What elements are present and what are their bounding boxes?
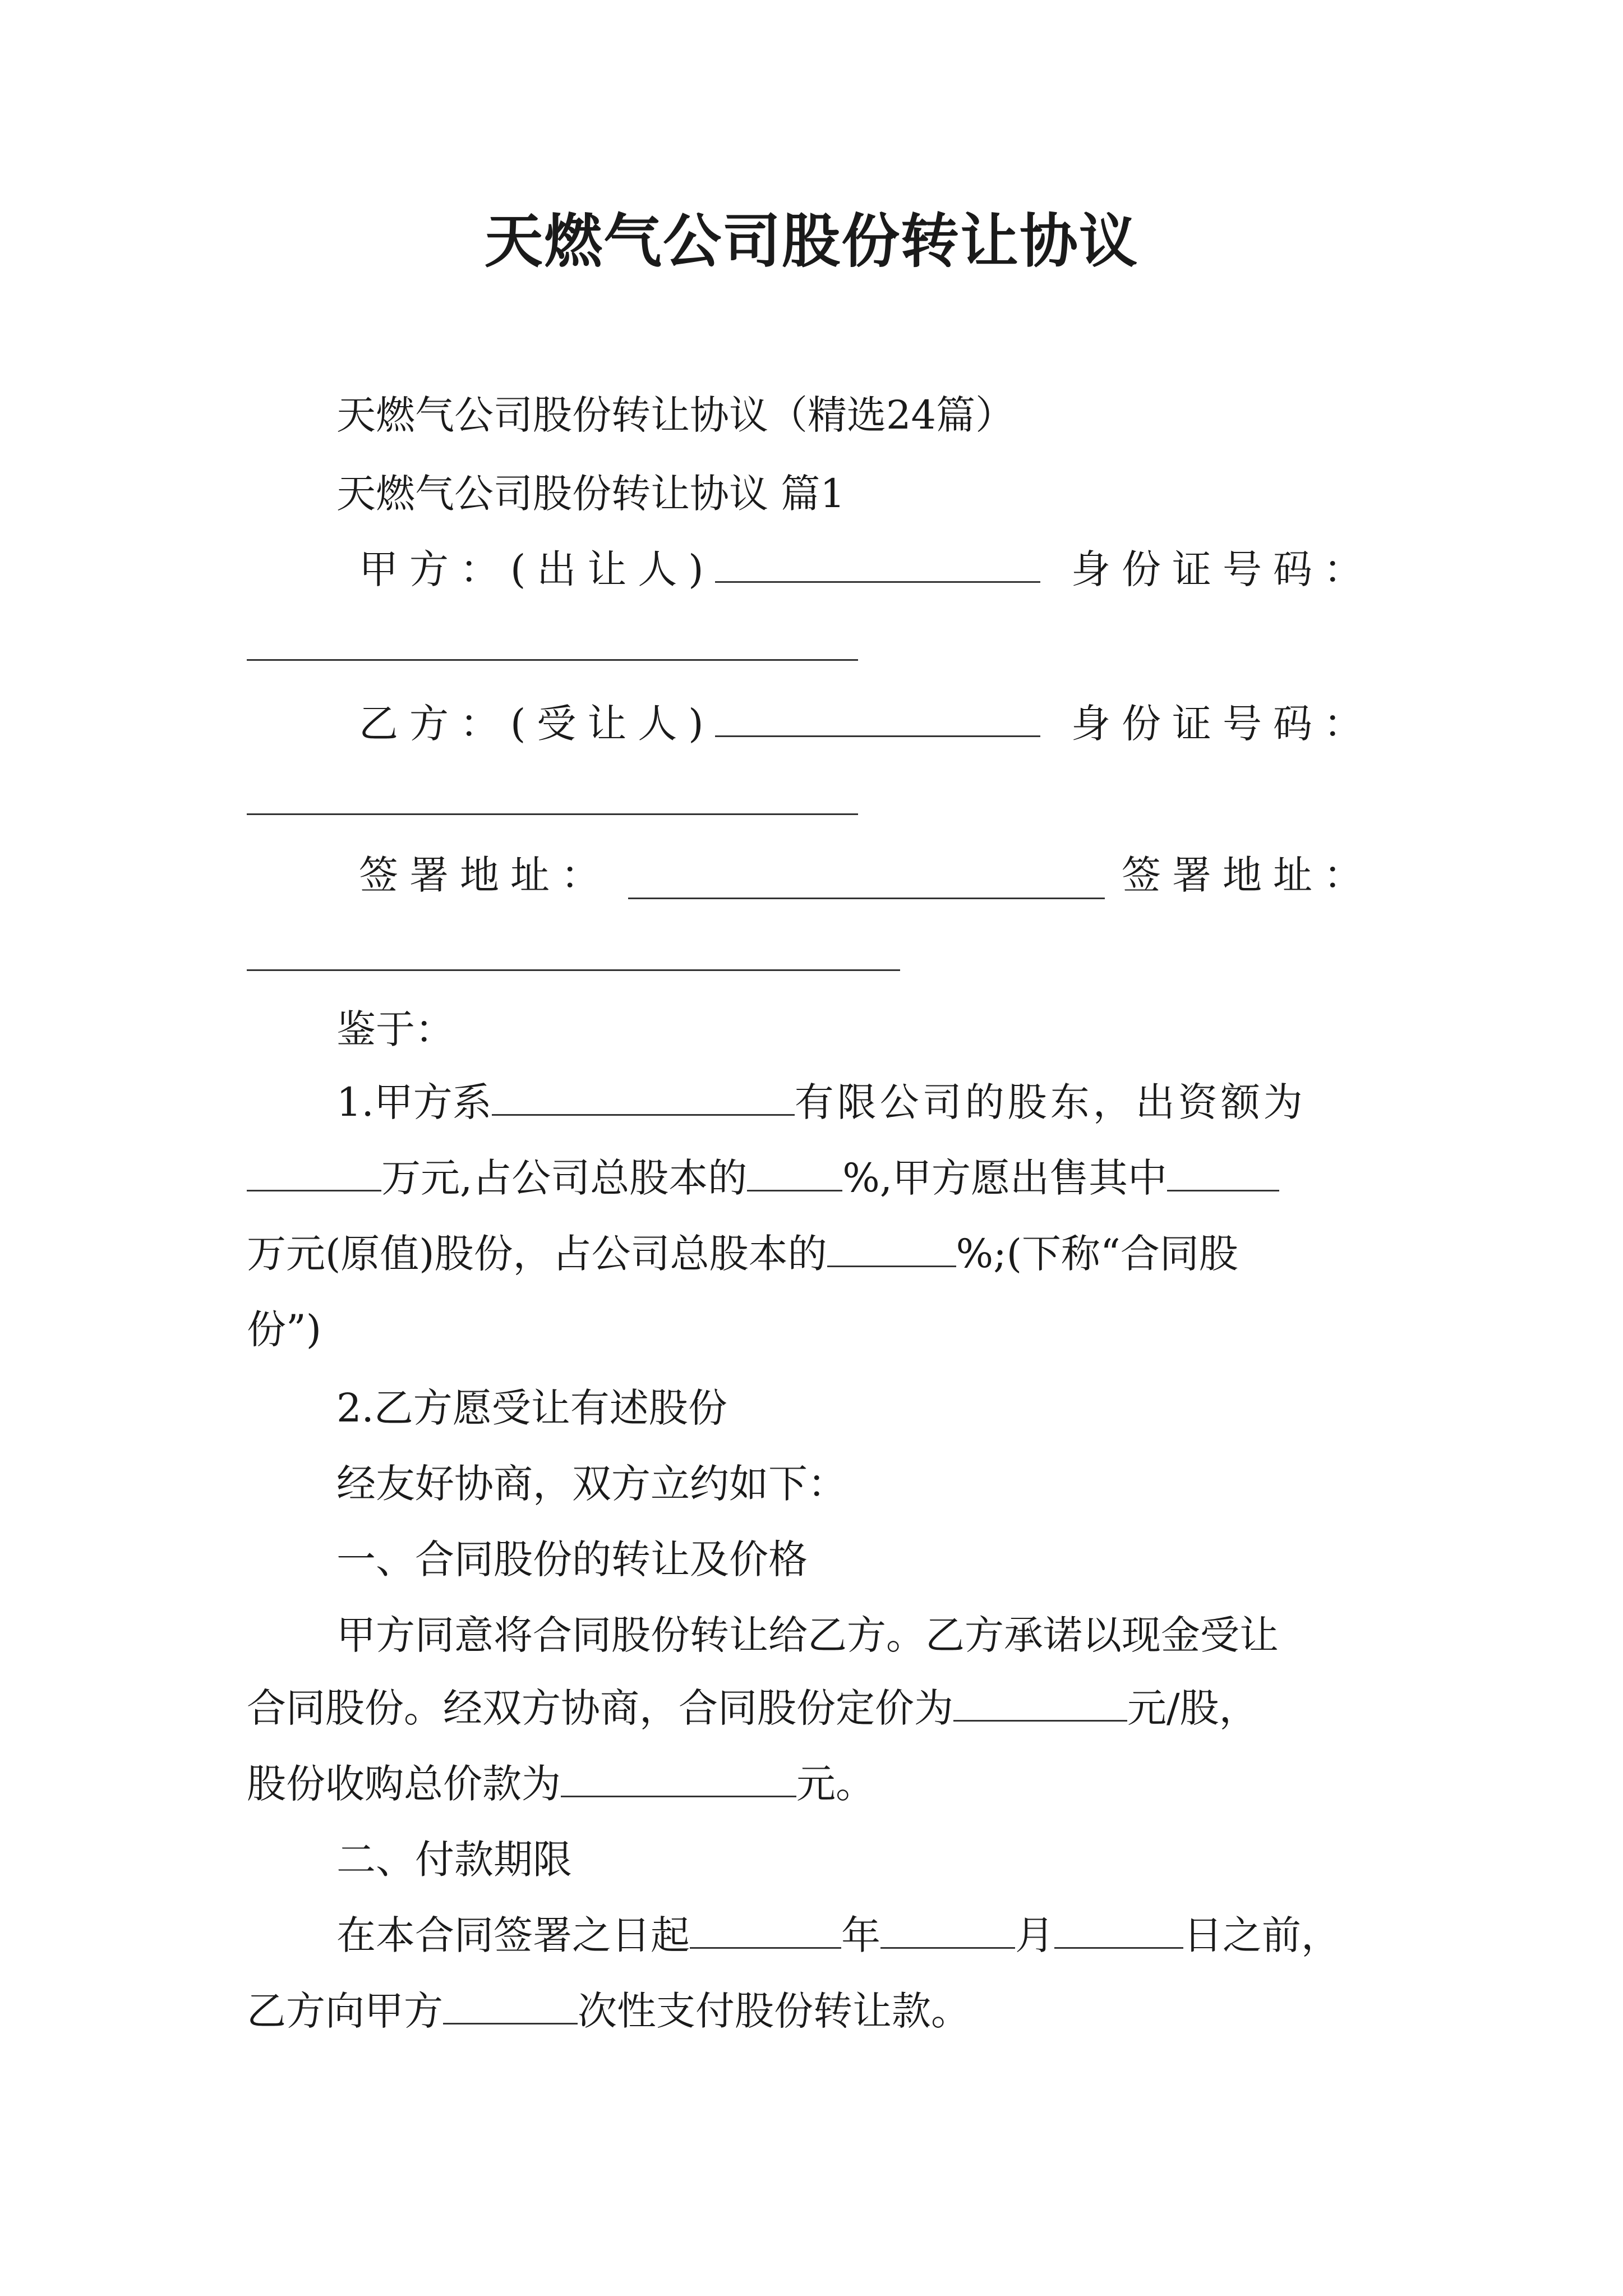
party-b-id-blank <box>247 813 858 815</box>
clause-1-text-b: 有限公司的股东，出资额为 <box>794 1079 1306 1125</box>
section-2-text-a: 在本合同签署之日起 <box>336 1912 690 1958</box>
section-2-text-b: 年 <box>841 1912 880 1958</box>
section-1-text-c: 股份收购总价款为 <box>247 1761 561 1807</box>
party-b-label: 乙方：(受让人) <box>359 701 715 747</box>
total-price-blank <box>561 1760 796 1797</box>
sign-address-label-1: 签署地址： <box>359 852 611 898</box>
clause-1-text-e: 万元(原值)股份，占公司总股本的 <box>247 1231 827 1277</box>
sign-address-blank-1 <box>628 898 1105 899</box>
clause-1-text-c: 万元,占公司总股本的 <box>381 1155 748 1201</box>
section-2-line-2 <box>247 1983 970 2039</box>
agreement-intro: 经友好协商，双方立约如下： <box>336 1461 847 1507</box>
clause-1-line-1 <box>336 1074 1306 1130</box>
sign-address-line-1 <box>359 847 611 903</box>
document-title: 天燃气公司股份转让协议 <box>484 206 1138 275</box>
clause-1-text-f: %;(下称“合同股 <box>956 1231 1238 1277</box>
party-b-id-label: 身份证号码： <box>1071 701 1374 747</box>
share-percent-blank <box>747 1154 842 1191</box>
section-2-text-c: 月 <box>1015 1912 1054 1958</box>
party-a-name-blank <box>715 545 1040 583</box>
month-blank <box>880 1911 1015 1949</box>
party-a-line <box>359 541 1040 597</box>
section-2-text-f: 次性支付股份转让款。 <box>578 1988 970 2034</box>
section-2-text-e: 乙方向甲方 <box>247 1988 443 2034</box>
party-a-id-blank <box>247 659 858 661</box>
party-a-id-label: 身份证号码： <box>1071 546 1374 592</box>
sale-amount-blank <box>1167 1154 1279 1191</box>
section-2-line-1 <box>336 1907 1340 1963</box>
year-blank <box>690 1911 841 1949</box>
section-1-text-d: 元。 <box>796 1761 875 1807</box>
section-1-line-2 <box>247 1680 1258 1736</box>
party-b-name-blank <box>715 700 1040 737</box>
price-per-share-blank <box>953 1684 1127 1722</box>
clause-1-text-a: 1.甲方系 <box>336 1079 492 1125</box>
clause-1-text-d: %,甲方愿出售其中 <box>842 1155 1168 1201</box>
payment-count-blank <box>443 1987 578 2024</box>
whereas-label: 鉴于： <box>336 1006 454 1052</box>
section-1-line-3 <box>247 1756 875 1812</box>
party-b-line <box>359 696 1040 752</box>
company-name-blank <box>492 1078 795 1116</box>
section-1-text-a: 合同股份。经双方协商，合同股份定价为 <box>247 1685 953 1731</box>
section-1-line-1: 甲方同意将合同股份转让给乙方。乙方承诺以现金受让 <box>336 1612 1279 1658</box>
section-2-heading: 二、付款期限 <box>336 1837 572 1883</box>
sign-address-label-2: 签署地址： <box>1122 852 1374 898</box>
section-heading: 天燃气公司股份转让协议 篇1 <box>336 471 845 517</box>
capital-amount-blank <box>247 1154 381 1191</box>
day-blank <box>1054 1911 1183 1949</box>
sale-percent-blank <box>827 1230 956 1267</box>
clause-1-line-4: 份”) <box>247 1306 322 1352</box>
clause-1-line-3 <box>247 1226 1238 1282</box>
section-2-text-d: 日之前， <box>1183 1912 1340 1958</box>
section-1-heading: 一、合同股份的转让及价格 <box>336 1536 808 1582</box>
clause-2: 2.乙方愿受让有述股份 <box>336 1385 727 1431</box>
section-1-text-b: 元/股， <box>1127 1685 1258 1731</box>
clause-1-line-2 <box>247 1150 1279 1206</box>
sign-address-blank-2 <box>247 969 900 971</box>
party-a-label: 甲方：(出让人) <box>359 546 715 592</box>
document-subtitle: 天燃气公司股份转让协议（精选24篇） <box>336 392 1015 438</box>
